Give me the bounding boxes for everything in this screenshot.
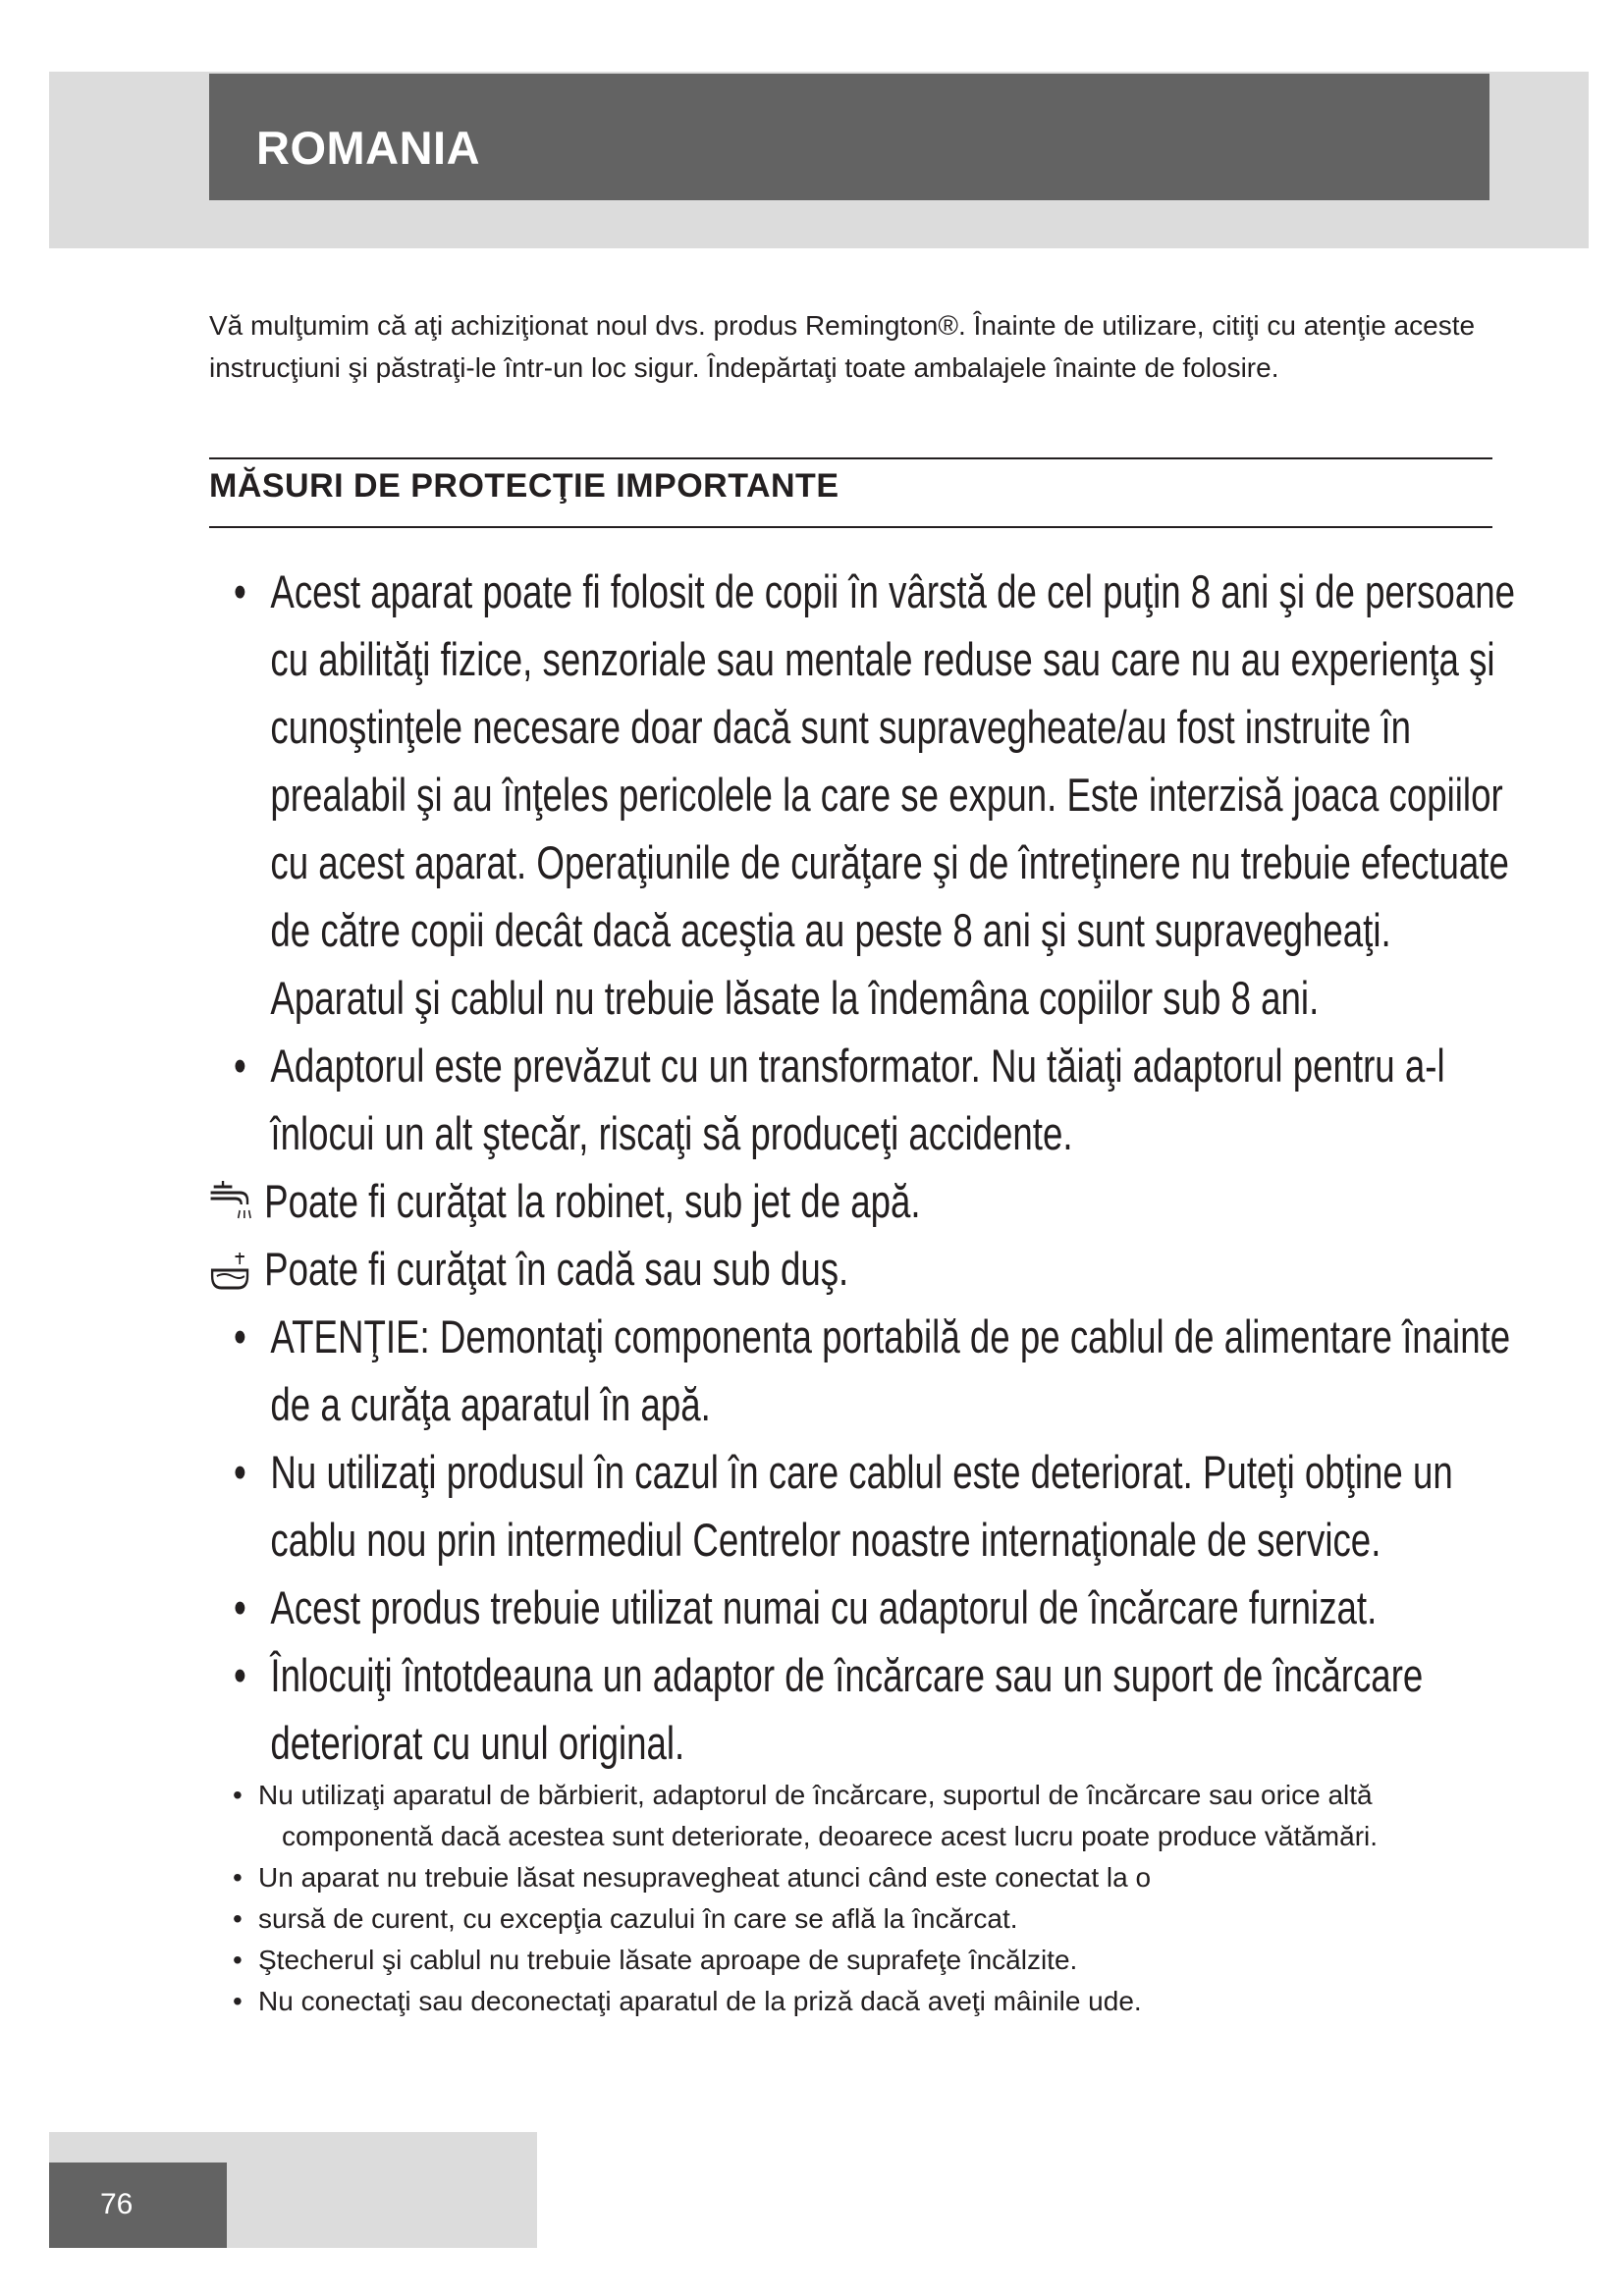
bullet: • bbox=[233, 1986, 243, 2016]
bullet: • bbox=[233, 1446, 246, 1498]
bullet: • bbox=[233, 1780, 243, 1810]
list-item bbox=[209, 558, 1525, 1032]
list-item-faucet bbox=[209, 1167, 1525, 1235]
list-item-text: Poate fi curăţat în cadă sau sub duş. bbox=[264, 1243, 849, 1295]
list-item bbox=[209, 1303, 1525, 1438]
header-bar bbox=[209, 74, 1489, 200]
list-item-text: Poate fi curăţat la robinet, sub jet de apă. bbox=[264, 1175, 921, 1227]
list-item-text: Nu utilizaţi produsul în cazul în care cablul este deteriorat. Puteţi obţine un cablu nou prin intermediul Centrelor noastre internaţionale de service. bbox=[270, 1446, 1453, 1566]
list-item bbox=[209, 1775, 1486, 1857]
safety-list-large bbox=[209, 558, 1525, 1777]
list-item bbox=[209, 1940, 1486, 1981]
list-item-text: sursă de curent, cu excepţia cazului în care se află la încărcat. bbox=[258, 1903, 1018, 1934]
list-item bbox=[209, 1641, 1525, 1777]
list-item-text: Adaptorul este prevăzut cu un transformator. Nu tăiaţi adaptorul pentru a-l înlocui un alt ştecăr, riscaţi să produceţi accidente. bbox=[270, 1040, 1445, 1159]
page-title: ROMANIA bbox=[256, 122, 481, 174]
intro-paragraph: Vă mulţumim că aţi achiziţionat noul dvs. produs Remington®. Înainte de utilizare, citiţi cu atenţie aceste instrucţiuni şi păstraţi-le într-un loc sigur. Îndepărtaţi toate ambalajele înainte de folosire. bbox=[209, 310, 1476, 383]
list-item-text: Un aparat nu trebuie lăsat nesupravegheat atunci când este conectat la o bbox=[258, 1862, 1152, 1893]
list-item-text: Nu utilizaţi aparatul de bărbierit, adaptorul de încărcare, suportul de încărcare sau orice altă componentă dacă acestea sunt deteriorate, deoarece acest lucru poate produce vătămări. bbox=[258, 1780, 1379, 1851]
bath-icon bbox=[209, 1247, 258, 1294]
section-heading: MĂSURI DE PROTECŢIE IMPORTANTE bbox=[209, 467, 839, 505]
list-item bbox=[209, 1032, 1525, 1167]
bullet: • bbox=[233, 1581, 246, 1633]
bullet: • bbox=[233, 1903, 243, 1934]
list-item bbox=[209, 1438, 1525, 1574]
page-number-box bbox=[49, 2163, 227, 2248]
faucet-icon bbox=[209, 1179, 258, 1226]
bullet: • bbox=[233, 1040, 246, 1092]
list-item-text: Acest produs trebuie utilizat numai cu adaptorul de încărcare furnizat. bbox=[270, 1581, 1378, 1633]
bullet: • bbox=[233, 1862, 243, 1893]
list-item bbox=[209, 1857, 1486, 1898]
list-item-text: Acest aparat poate fi folosit de copii în vârstă de cel puţin 8 ani şi de persoane cu abilităţi fizice, senzoriale sau mentale reduse sau care nu au experienţa şi cunoştinţele necesare doar dacă sunt supravegheate/au fost instruite în prealabil şi au înţeles pericolele la care se expun. Este interzisă joaca copiilor cu acest aparat. Operaţiunile de curăţare şi de întreţinere nu trebuie efectuate de către copii decât dacă aceştia au peste 8 ani şi sunt supravegheaţi. Aparatul şi cablul nu trebuie lăsate la îndemâna copiilor sub 8 ani. bbox=[270, 565, 1515, 1024]
heading-rule-top bbox=[209, 457, 1492, 459]
list-item-text: ATENŢIE: Demontaţi componenta portabilă de pe cablul de alimentare înainte de a curăţa aparatul în apă. bbox=[270, 1310, 1511, 1430]
list-item-bath bbox=[209, 1235, 1525, 1303]
bullet: • bbox=[233, 1945, 243, 1975]
list-item bbox=[209, 1898, 1486, 1940]
list-item-text: Nu conectaţi sau deconectaţi aparatul de la priză dacă aveţi mâinile ude. bbox=[258, 1986, 1142, 2016]
list-item bbox=[209, 1981, 1486, 2022]
bullet: • bbox=[233, 565, 246, 617]
page-number: 76 bbox=[100, 2188, 134, 2220]
heading-rule-bottom bbox=[209, 526, 1492, 528]
list-item-text: Ştecherul şi cablul nu trebuie lăsate aproape de suprafeţe încălzite. bbox=[258, 1945, 1078, 1975]
bullet: • bbox=[233, 1649, 246, 1701]
safety-list-small bbox=[209, 1775, 1486, 2022]
list-item bbox=[209, 1574, 1525, 1641]
bullet: • bbox=[233, 1310, 246, 1362]
list-item-text: Înlocuiţi întotdeauna un adaptor de încărcare sau un suport de încărcare deteriorat cu unul original. bbox=[270, 1649, 1424, 1769]
